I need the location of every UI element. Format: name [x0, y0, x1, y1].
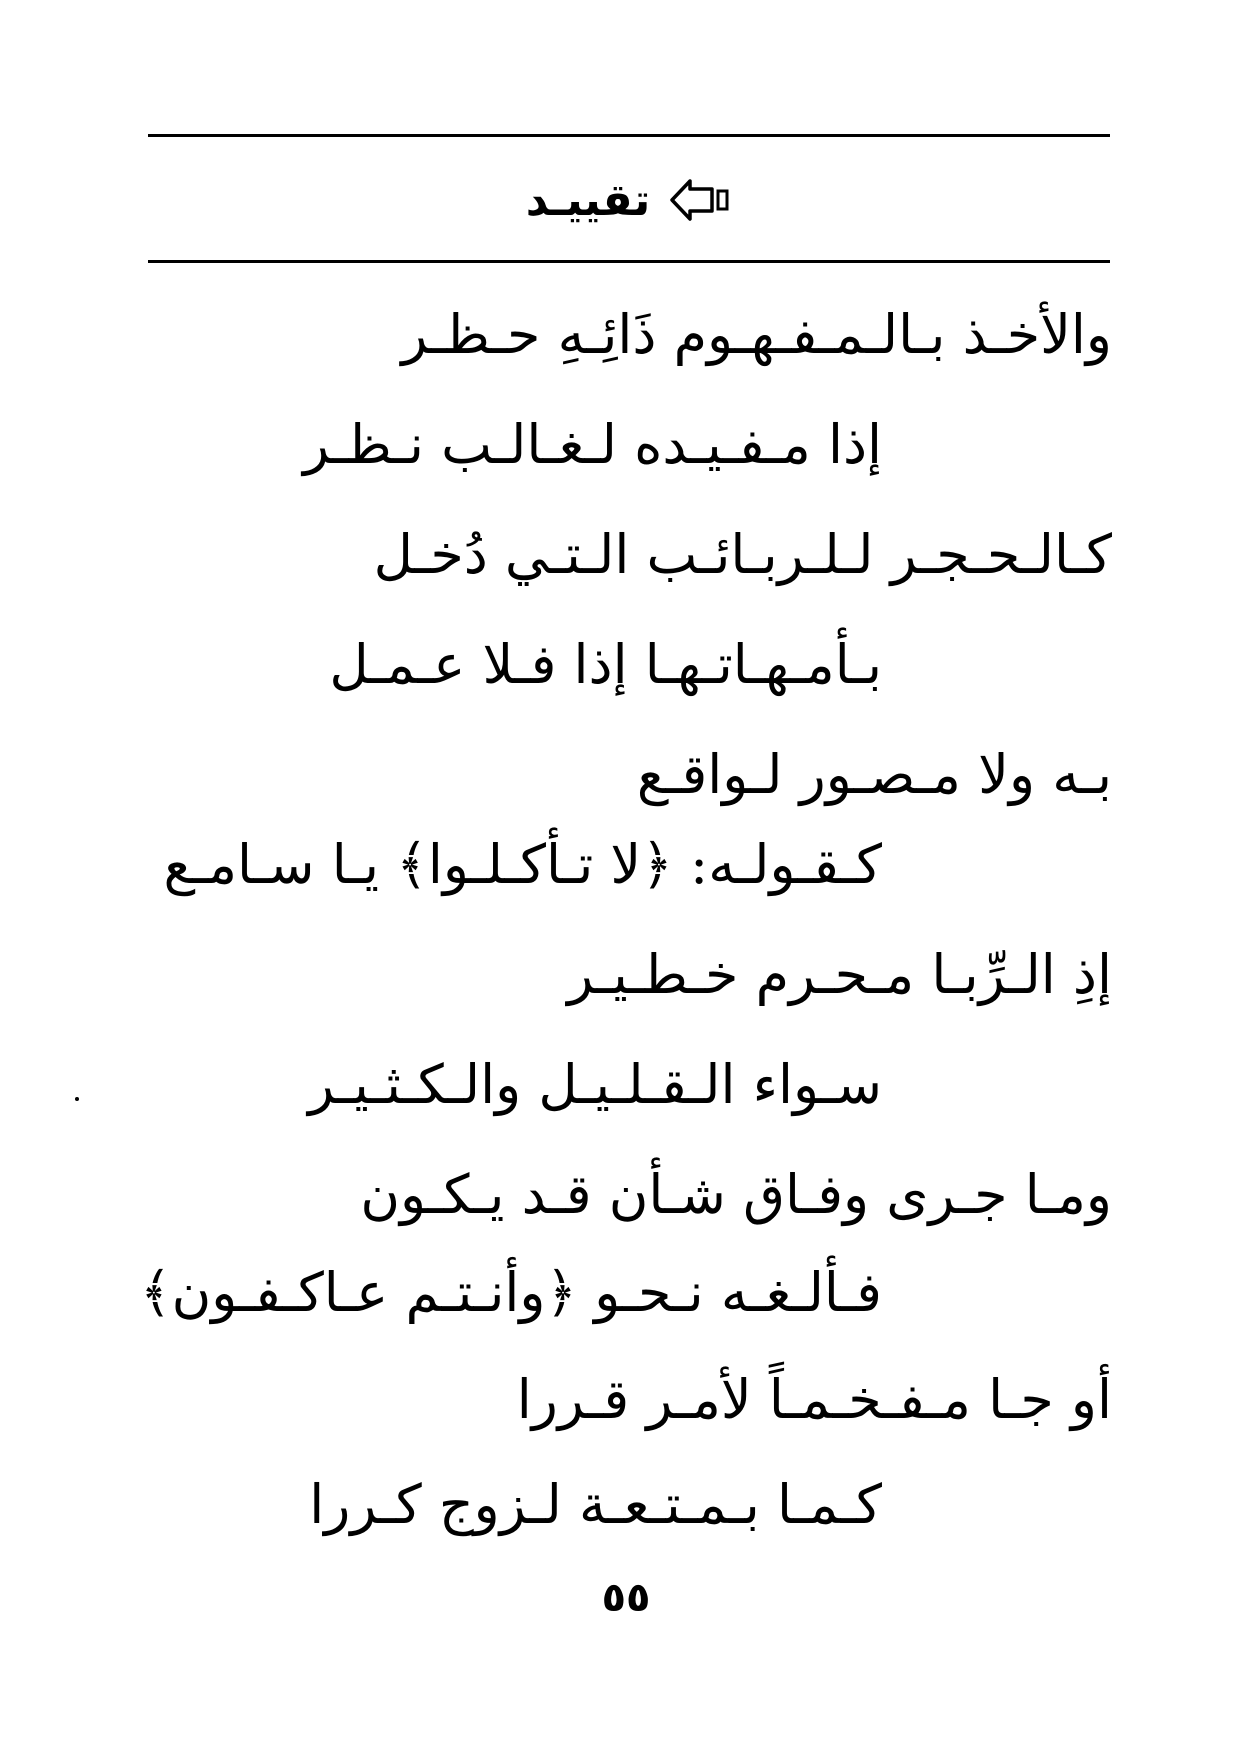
verse-3-second-hemistich: كـقـولـه: ﴿لا تـأكـلـوا﴾ يـا سـامـع [163, 833, 882, 896]
verse-4-first-hemistich: إذِ الـرِّبـا مـحـرم خـطـيـر [567, 943, 1112, 1006]
verse-2-first-hemistich: كـالـحـجـر لـلـربـائـب الـتـي دُخـل [373, 523, 1112, 586]
top-rule [148, 134, 1110, 137]
verse-5-second-hemistich: فـألـغـه نـحـو ﴿وأنـتـم عـاكـفـون﴾ [139, 1261, 882, 1324]
verse-5-first-hemistich: ومـا جـرى وفـاق شـأن قـد يـكـون [360, 1163, 1112, 1226]
verse-1-first-hemistich: والأخـذ بـالـمـفـهـوم ذَائِـهِ حـظـر [401, 303, 1112, 366]
verse-1-second-hemistich: إذا مـفـيـده لـغـالـب نـظـر [303, 413, 882, 476]
bottom-rule [148, 260, 1110, 263]
verse-6-second-hemistich: كـمـا بـمـتـعـة لـزوج كـررا [309, 1473, 882, 1536]
verse-3-first-hemistich: بـه ولا مـصـور لـواقـع [636, 743, 1112, 806]
verse-6-first-hemistich: أو جـا مـفـخـمـاً لأمـر قـررا [516, 1368, 1112, 1431]
verse-4-second-hemistich: سـواء الـقـلـيـل والـكـثـيـر [308, 1053, 882, 1116]
page-number: ٥٥ [601, 1575, 651, 1621]
arrow-left-icon [668, 177, 732, 223]
heading-title: تقييـد [525, 174, 651, 226]
scan-speck [75, 1097, 79, 1101]
verse-2-second-hemistich: بـأمـهـاتـهـا إذا فـلا عـمـل [329, 633, 882, 696]
section-heading [148, 160, 1110, 240]
